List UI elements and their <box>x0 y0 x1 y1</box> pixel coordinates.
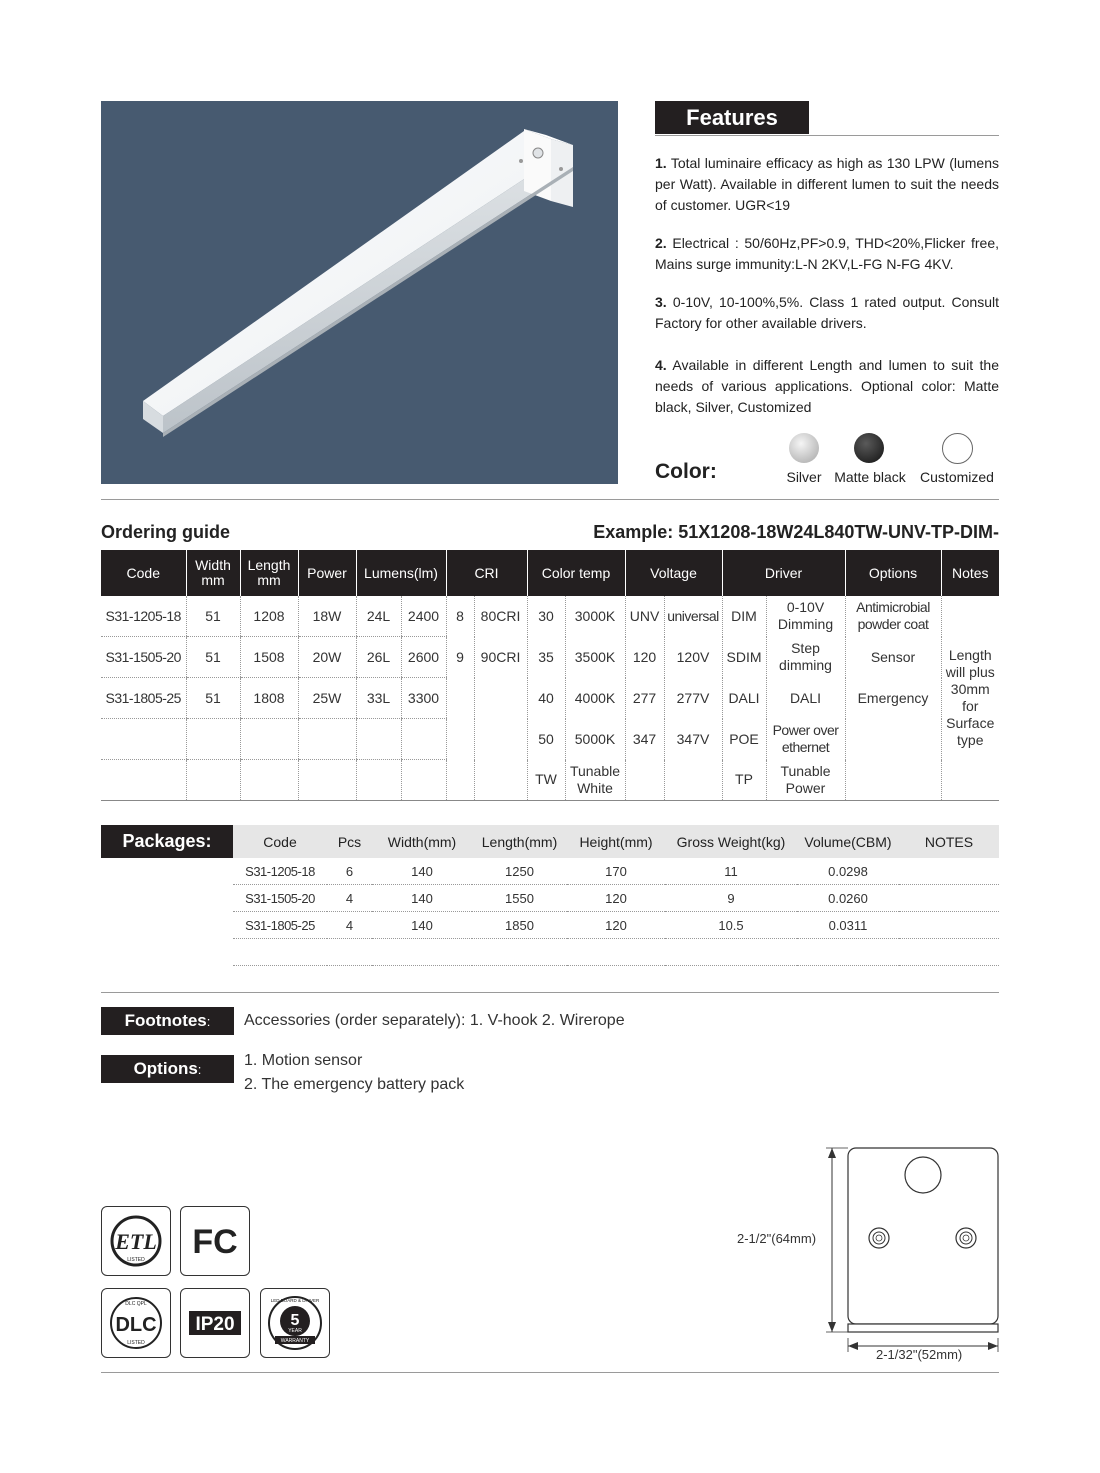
header-height: Height(mm) <box>567 825 665 858</box>
dlc-text: DLC <box>115 1314 157 1336</box>
cell-voltage-value: universal <box>664 596 722 637</box>
cell-driver-value: 0-10V Dimming <box>766 596 845 637</box>
header-code: Code <box>101 550 186 596</box>
cell-voltage-value: 347V <box>664 719 722 760</box>
table-row <box>233 858 999 885</box>
silver-swatch <box>789 433 819 463</box>
cell-length: 1850 <box>472 912 567 939</box>
fcc-text: FC <box>192 1223 238 1261</box>
ordering-guide-title: Ordering guide <box>101 522 231 542</box>
header-driver: Driver <box>722 550 845 596</box>
matte-black-swatch <box>854 433 884 463</box>
cell-driver-value: Step dimming <box>766 637 845 678</box>
cell-volume <box>797 939 899 966</box>
table-row <box>101 637 999 678</box>
cell-voltage-code: 347 <box>625 719 664 760</box>
table-row <box>233 912 999 939</box>
header-width: Width mm <box>186 550 240 596</box>
cell-length: 1508 <box>240 637 298 678</box>
cell-code: S31-1805-25 <box>101 678 186 719</box>
footnotes-label <box>101 1007 234 1035</box>
header-notes: NOTES <box>899 825 999 858</box>
cell-voltage-code <box>625 760 664 801</box>
feature-item-2 <box>655 233 999 275</box>
cell-driver-value: Power over ethernet <box>766 719 845 760</box>
ip20-text: IP20 <box>195 1314 235 1335</box>
cell-power: 18W <box>298 596 356 637</box>
cell-ct-value: 3000K <box>565 596 625 637</box>
cell-driver-value: DALI <box>766 678 845 719</box>
cell-width: 51 <box>186 678 240 719</box>
feature-number: 1. <box>655 155 667 171</box>
header-power: Power <box>298 550 356 596</box>
cell-width: 140 <box>372 885 472 912</box>
cell-ct-value: Tunable White <box>565 760 625 801</box>
etl-logo <box>102 1207 170 1275</box>
cell-option: Emergency <box>845 678 941 719</box>
cell-notes <box>899 912 999 939</box>
cell-volume: 0.0260 <box>797 885 899 912</box>
footnotes-text: Accessories (order separately): 1. V-hook 2. Wirerope <box>244 1012 625 1029</box>
divider <box>101 499 999 500</box>
cell-lumens-value: 2400 <box>401 596 446 637</box>
cell-power: 25W <box>298 678 356 719</box>
cell-length: 1550 <box>472 885 567 912</box>
silver-label: Silver <box>786 469 822 485</box>
cell-length <box>472 939 567 966</box>
table-row <box>101 760 999 801</box>
cell-voltage-value: 277V <box>664 678 722 719</box>
ordering-table <box>101 550 999 801</box>
cell-length: 1250 <box>472 858 567 885</box>
cell-notes <box>899 939 999 966</box>
cell-lumens-value <box>401 719 446 760</box>
cell-pcs: 4 <box>327 885 372 912</box>
dlc-logo <box>102 1289 170 1357</box>
dlc-sub-text: LISTED <box>127 1340 145 1346</box>
cell-cri-value <box>474 678 527 719</box>
table-row <box>233 885 999 912</box>
cell-cri-code: 9 <box>446 637 474 678</box>
header-length: Length mm <box>240 550 298 596</box>
cell-gross-weight: 9 <box>665 885 797 912</box>
table-row <box>101 596 999 637</box>
cell-width <box>186 719 240 760</box>
cell-height: 170 <box>567 858 665 885</box>
features-header <box>655 101 999 136</box>
warranty-icon <box>260 1288 330 1358</box>
cell-driver-code: TP <box>722 760 766 801</box>
packages-table <box>233 825 999 966</box>
cell-gross-weight: 10.5 <box>665 912 797 939</box>
cell-gross-weight: 11 <box>665 858 797 885</box>
cell-volume: 0.0311 <box>797 912 899 939</box>
cell-cri-value <box>474 760 527 801</box>
cell-lumens-code <box>356 760 401 801</box>
packages-header-row <box>233 825 999 858</box>
customized-swatch <box>942 433 973 464</box>
cell-driver-code: POE <box>722 719 766 760</box>
ip20-icon <box>180 1288 250 1358</box>
cell-cri-value: 90CRI <box>474 637 527 678</box>
header-width: Width(mm) <box>372 825 472 858</box>
header-length: Length(mm) <box>472 825 567 858</box>
cell-cri-code <box>446 719 474 760</box>
cell-lumens-value: 3300 <box>401 678 446 719</box>
mounting-bracket-drawing <box>820 1140 1010 1370</box>
cell-code: S31-1505-20 <box>101 637 186 678</box>
cell-width: 51 <box>186 596 240 637</box>
dlc-listed-icon <box>101 1288 171 1358</box>
cell-pcs: 6 <box>327 858 372 885</box>
cell-code: S31-1805-25 <box>233 912 327 939</box>
warranty-top-text: LED BOARD & DRIVER <box>270 1298 320 1303</box>
cell-lumens-value <box>401 760 446 801</box>
etl-sub-text: LISTED <box>127 1257 145 1263</box>
cell-option <box>845 719 941 760</box>
cell-cri-value <box>474 719 527 760</box>
warranty-year: YEAR <box>288 1328 302 1334</box>
linear-light-fixture-illustration <box>101 101 618 484</box>
cell-height <box>567 939 665 966</box>
feature-item-1 <box>655 153 999 216</box>
cell-code <box>101 719 186 760</box>
divider <box>101 992 999 993</box>
cell-driver-code: SDIM <box>722 637 766 678</box>
cell-cri-code <box>446 760 474 801</box>
cell-ct-code: 35 <box>527 637 565 678</box>
warranty-logo <box>261 1289 329 1357</box>
feature-number: 2. <box>655 235 667 251</box>
cell-width <box>186 760 240 801</box>
packages-label: Packages: <box>101 825 233 858</box>
cell-voltage-code: 120 <box>625 637 664 678</box>
cell-notes <box>899 885 999 912</box>
cell-lumens-code: 26L <box>356 637 401 678</box>
cell-power <box>298 760 356 801</box>
warranty-number: 5 <box>290 1312 300 1329</box>
header-colortemp: Color temp <box>527 550 625 596</box>
fcc-icon <box>180 1206 250 1276</box>
cell-width: 140 <box>372 858 472 885</box>
matte-black-label: Matte black <box>834 469 906 485</box>
table-row <box>233 939 999 966</box>
header-volume: Volume(CBM) <box>797 825 899 858</box>
cell-ct-code: TW <box>527 760 565 801</box>
cell-lumens-code <box>356 719 401 760</box>
cell-gross-weight <box>665 939 797 966</box>
header-lumens: Lumens(lm) <box>356 550 446 596</box>
cell-code: S31-1505-20 <box>233 885 327 912</box>
cell-voltage-code: 277 <box>625 678 664 719</box>
options-colon: : <box>197 1062 202 1077</box>
cell-length <box>240 760 298 801</box>
customized-label: Customized <box>920 469 994 485</box>
cell-cri-code <box>446 678 474 719</box>
ordering-example: Example: 51X1208-18W24L840TW-UNV-TP-DIM- <box>593 522 999 542</box>
cell-voltage-value <box>664 760 722 801</box>
feature-text: Electrical : 50/60Hz,PF>0.9, THD<20%,Flicker free, Mains surge immunity:L-N 2KV,L-FG N-FG 4KV. <box>655 235 999 272</box>
cell-pcs <box>327 939 372 966</box>
cell-height: 120 <box>567 912 665 939</box>
header-voltage: Voltage <box>625 550 722 596</box>
cell-ct-code: 50 <box>527 719 565 760</box>
footnotes-label-text: Footnotes <box>124 1011 207 1030</box>
cell-length: 1808 <box>240 678 298 719</box>
feature-text: 0-10V, 10-100%,5%. Class 1 rated output. Consult Factory for other available drivers. <box>655 294 999 331</box>
header-code: Code <box>233 825 327 858</box>
feature-item-4 <box>655 355 999 418</box>
cell-option: Antimicrobial powder coat <box>845 596 941 637</box>
cell-code: S31-1205-18 <box>233 858 327 885</box>
feature-item-3 <box>655 292 999 334</box>
cell-width: 140 <box>372 912 472 939</box>
header-notes: Notes <box>941 550 999 596</box>
product-image <box>101 101 618 484</box>
etl-listed-icon <box>101 1206 171 1276</box>
cell-ct-code: 30 <box>527 596 565 637</box>
etl-text: ETL <box>115 1229 157 1254</box>
feature-number: 4. <box>655 357 667 373</box>
color-label: Color: <box>655 460 717 483</box>
features-title: Features <box>655 101 809 134</box>
header-gross-weight: Gross Weight(kg) <box>665 825 797 858</box>
divider <box>101 1372 999 1373</box>
ip20-logo <box>181 1289 249 1357</box>
header-options: Options <box>845 550 941 596</box>
cell-code <box>233 939 327 966</box>
cell-lumens-code: 24L <box>356 596 401 637</box>
warranty-sub-text: WARRANTY <box>280 1338 310 1344</box>
drawing-width-label: 2-1/32"(52mm) <box>876 1347 963 1362</box>
cell-height: 120 <box>567 885 665 912</box>
cell-driver-code: DIM <box>722 596 766 637</box>
drawing-height-label: 2-1/2"(64mm) <box>737 1231 817 1246</box>
cell-ct-value: 4000K <box>565 678 625 719</box>
dlc-top-text: DLC QPL <box>125 1301 147 1307</box>
cell-cri-value: 80CRI <box>474 596 527 637</box>
cell-width <box>372 939 472 966</box>
options-label-text: Options <box>133 1059 198 1078</box>
cell-ct-value: 5000K <box>565 719 625 760</box>
cell-code: S31-1205-18 <box>101 596 186 637</box>
fcc-logo <box>181 1207 249 1275</box>
cell-length: 1208 <box>240 596 298 637</box>
cell-option: Sensor <box>845 637 941 678</box>
header-cri: CRI <box>446 550 527 596</box>
cell-ct-code: 40 <box>527 678 565 719</box>
feature-number: 3. <box>655 294 667 310</box>
cell-driver-code: DALI <box>722 678 766 719</box>
cell-option <box>845 760 941 801</box>
table-row <box>101 678 999 719</box>
options-item-2: 2. The emergency battery pack <box>244 1076 465 1093</box>
cell-length <box>240 719 298 760</box>
options-item-1: 1. Motion sensor <box>244 1052 363 1069</box>
cell-lumens-value: 2600 <box>401 637 446 678</box>
cell-notes: Length will plus 30mm for Surface type <box>941 596 999 801</box>
ordering-header-row <box>101 550 999 596</box>
cell-cri-code: 8 <box>446 596 474 637</box>
cell-width: 51 <box>186 637 240 678</box>
cell-power: 20W <box>298 637 356 678</box>
header-pcs: Pcs <box>327 825 372 858</box>
table-row <box>101 719 999 760</box>
cell-lumens-code: 33L <box>356 678 401 719</box>
footnotes-colon: : <box>206 1014 211 1029</box>
cell-driver-value: Tunable Power <box>766 760 845 801</box>
cell-code <box>101 760 186 801</box>
options-label <box>101 1055 234 1083</box>
cell-ct-value: 3500K <box>565 637 625 678</box>
cell-power <box>298 719 356 760</box>
cell-notes <box>899 858 999 885</box>
cell-pcs: 4 <box>327 912 372 939</box>
cell-volume: 0.0298 <box>797 858 899 885</box>
cell-voltage-value: 120V <box>664 637 722 678</box>
feature-text: Available in different Length and lumen to suit the needs of various applications. Optional color: Matte black, Silver, Customized <box>655 357 1000 415</box>
feature-text: Total luminaire efficacy as high as 130 LPW (lumens per Watt). Available in different lumen to suit the needs of customer. UGR<19 <box>655 155 1000 213</box>
cell-voltage-code: UNV <box>625 596 664 637</box>
